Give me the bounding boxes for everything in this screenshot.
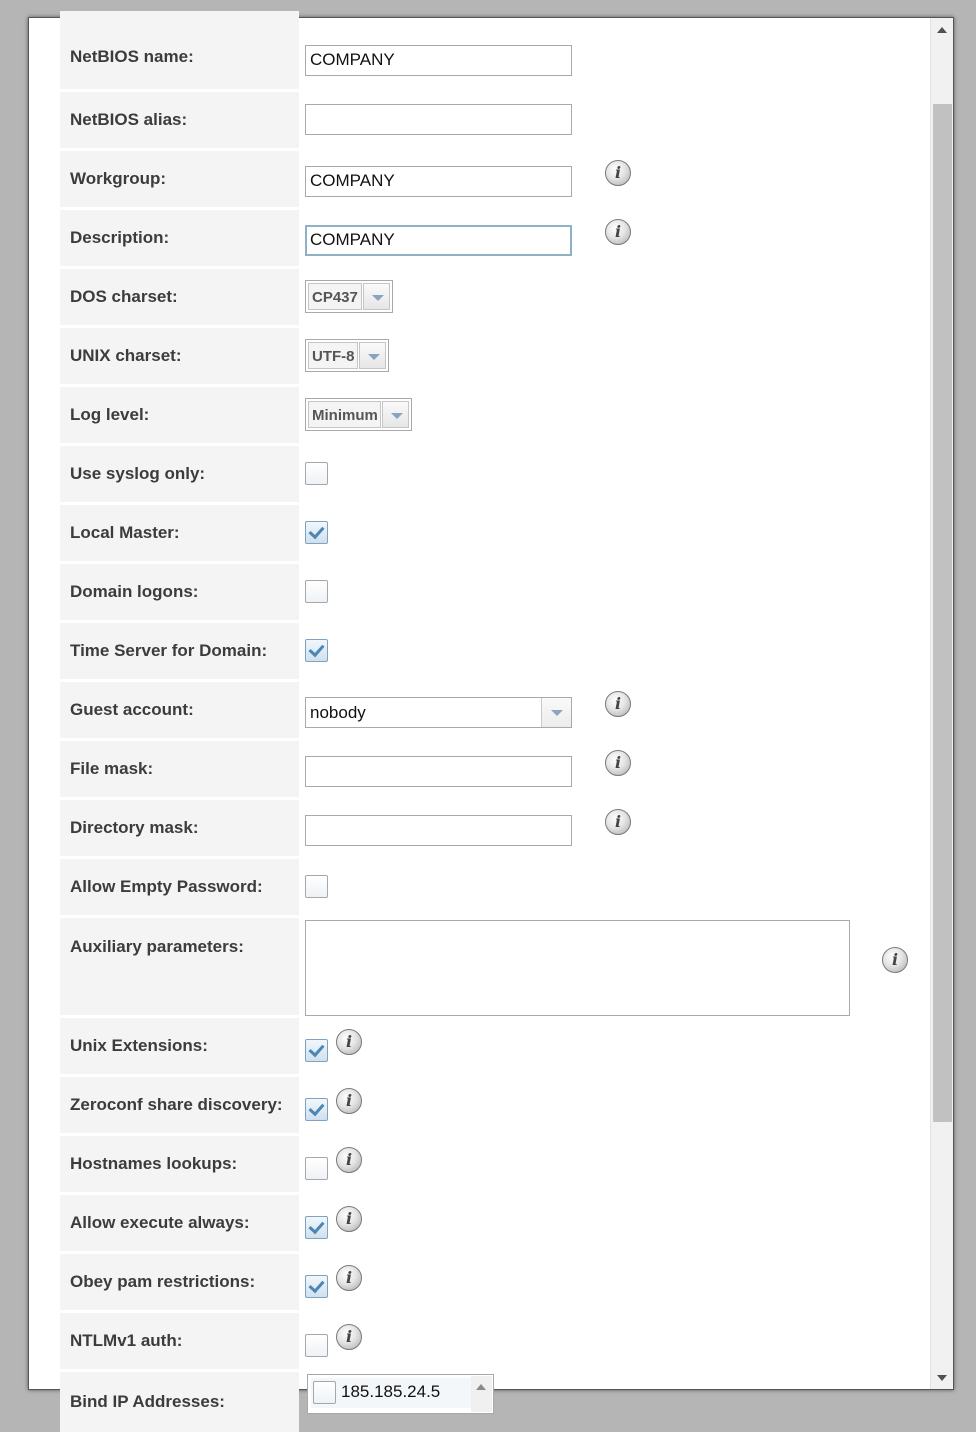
info-icon[interactable]: i [605,809,631,835]
zeroconf-checkbox[interactable] [305,1098,328,1121]
ntlmv1-auth-label: NTLMv1 auth: [60,1313,299,1369]
description-label: Description: [60,210,299,266]
obey-pam-label: Obey pam restrictions: [60,1254,299,1310]
bind-ip-value: 185.185.24.5 [341,1382,441,1401]
dos-charset-label: DOS charset: [60,269,299,325]
netbios-name-label: NetBIOS name: [60,11,299,89]
dos-charset-value: CP437 [308,283,362,310]
row-log-level [60,387,926,443]
settings-dialog [28,17,954,1411]
info-icon[interactable]: i [336,1265,362,1291]
local-master-checkbox[interactable] [305,521,328,544]
row-obey-pam [60,1254,926,1310]
row-time-server [60,623,926,679]
unix-charset-label: UNIX charset: [60,328,299,384]
chevron-down-icon[interactable] [363,283,390,310]
row-hostnames-lookups [60,1136,926,1192]
log-level-value: Minimum [308,401,381,428]
netbios-alias-input[interactable] [305,104,572,135]
chevron-down-icon[interactable] [541,698,571,727]
obey-pam-checkbox[interactable] [305,1275,328,1298]
allow-empty-password-checkbox[interactable] [305,875,328,898]
log-level-label: Log level: [60,387,299,443]
row-guest-account [60,682,926,738]
row-netbios-alias [60,92,926,148]
domain-logons-checkbox[interactable] [305,580,328,603]
unix-extensions-checkbox[interactable] [305,1039,328,1062]
row-local-master [60,505,926,561]
info-icon[interactable]: i [336,1147,362,1173]
use-syslog-only-checkbox[interactable] [305,462,328,485]
unix-extensions-label: Unix Extensions: [60,1018,299,1074]
bind-ip-listbox[interactable] [307,1374,494,1414]
row-allow-empty-password [60,859,926,915]
file-mask-label: File mask: [60,741,299,797]
netbios-alias-label: NetBIOS alias: [60,92,299,148]
row-bind-ip [60,1372,926,1432]
ntlmv1-auth-checkbox[interactable] [305,1334,328,1357]
row-workgroup [60,151,926,207]
info-icon[interactable]: i [336,1029,362,1055]
row-description [60,210,926,266]
local-master-label: Local Master: [60,505,299,561]
row-netbios-name [60,11,926,89]
file-mask-input[interactable] [305,756,572,787]
scroll-down-icon[interactable] [931,1366,954,1389]
time-server-checkbox[interactable] [305,639,328,662]
row-allow-execute-always [60,1195,926,1251]
row-unix-extensions [60,1018,926,1074]
info-icon[interactable]: i [605,219,631,245]
zeroconf-label: Zeroconf share discovery: [60,1077,299,1133]
hostnames-lookups-checkbox[interactable] [305,1157,328,1180]
info-icon[interactable]: i [605,160,631,186]
row-zeroconf [60,1077,926,1133]
guest-account-value: nobody [310,703,366,722]
allow-empty-password-label: Allow Empty Password: [60,859,299,915]
auxiliary-parameters-label: Auxiliary parameters: [60,918,299,1015]
log-level-select[interactable] [305,398,412,431]
unix-charset-select[interactable] [305,339,389,372]
row-unix-charset [60,328,926,384]
chevron-up-icon[interactable] [471,1376,492,1412]
netbios-name-input[interactable]: COMPANY [305,45,572,76]
info-icon[interactable]: i [882,947,908,973]
info-icon[interactable]: i [605,691,631,717]
guest-account-label: Guest account: [60,682,299,738]
row-file-mask [60,741,926,797]
allow-execute-always-label: Allow execute always: [60,1195,299,1251]
unix-charset-value: UTF-8 [308,342,358,369]
info-icon[interactable]: i [336,1206,362,1232]
chevron-down-icon[interactable] [359,342,386,369]
row-directory-mask [60,800,926,856]
bind-ip-label: Bind IP Addresses: [60,1372,299,1432]
workgroup-input[interactable]: COMPANY [305,166,572,197]
row-dos-charset [60,269,926,325]
row-auxiliary-parameters [60,918,926,1015]
dos-charset-select[interactable] [305,280,393,313]
vertical-scrollbar[interactable] [930,18,953,1389]
workgroup-label: Workgroup: [60,151,299,207]
bind-ip-checkbox[interactable] [313,1381,336,1404]
directory-mask-label: Directory mask: [60,800,299,856]
allow-execute-always-checkbox[interactable] [305,1216,328,1239]
hostnames-lookups-label: Hostnames lookups: [60,1136,299,1192]
row-ntlmv1-auth [60,1313,926,1369]
row-use-syslog-only [60,446,926,502]
list-item[interactable] [311,1378,471,1408]
description-input[interactable]: COMPANY [305,225,572,256]
info-icon[interactable]: i [605,750,631,776]
auxiliary-parameters-textarea[interactable] [305,920,850,1016]
scroll-up-icon[interactable] [931,18,954,41]
time-server-label: Time Server for Domain: [60,623,299,679]
guest-account-select[interactable] [305,697,572,728]
info-icon[interactable]: i [336,1324,362,1350]
chevron-down-icon[interactable] [382,401,409,428]
scrollbar-thumb[interactable] [933,104,952,1122]
info-icon[interactable]: i [336,1088,362,1114]
use-syslog-only-label: Use syslog only: [60,446,299,502]
domain-logons-label: Domain logons: [60,564,299,620]
row-domain-logons [60,564,926,620]
directory-mask-input[interactable] [305,815,572,846]
